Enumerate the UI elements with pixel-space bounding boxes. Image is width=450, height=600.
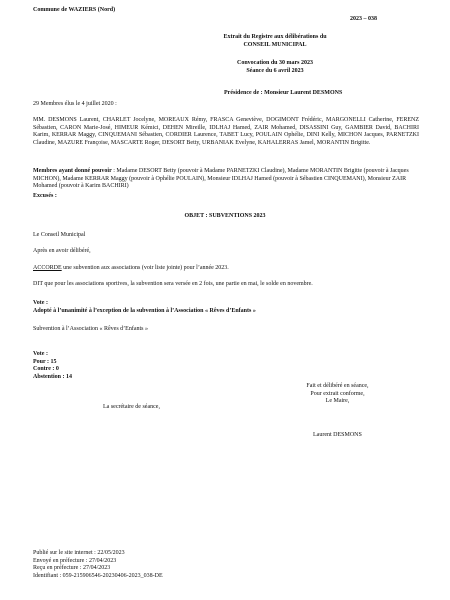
vote-contre: Contre : 0	[33, 366, 59, 372]
dit-line: DIT que pour les associations sportives, la subvention sera versée en 2 fois, une partie en mai, le solde en novembre.	[33, 281, 313, 287]
footer-recu: Reçu en préfecture : 27/04/2023	[33, 565, 111, 571]
footer-identifiant: Identifiant : 059-215906546-20230406-2023_038-DE	[33, 572, 163, 579]
vote-pour: Pour : 15	[33, 358, 57, 365]
vote-abstention: Abstention : 14	[33, 373, 73, 380]
mayor-name: Laurent DESMONS	[313, 432, 362, 438]
present-members: MM. DESMONS Laurent, CHARLET Jocelyne, MOREAUX Rémy, FRASCA Geneviève, DOGIMONT Frédéric, MARGONELLI Catherine, FERENZ Sébastien, CARON Marie-José, HIMEUR Kémici, DEHEN Mireille, IDLHAJ Hamed, ZAIR Mohamed, DISASSINI Guy, GAMBIER David, BACHIRI Karim, KERRAR Maggy, CINQUEMANI Sébastien, CORDIER Laurence, TABET Lucy, POULAIN Ophélie, DINI Kelly, MICHON Jacques, PARNETZKI Claudine, MAZURE Françoise, MASCARTE Roger, DESORT Betty, URBANIAK Evelyne, KAHALERRAS Jamel, MORANTIN Brigitte.	[33, 117, 419, 146]
vote-results	[33, 351, 72, 381]
footer-transmission	[33, 550, 163, 580]
pour-extrait: Pour extrait conforme,	[310, 390, 365, 397]
conseil-municipal: Le Conseil Municipal	[33, 232, 86, 238]
footer-envoye: Envoyé en préfecture : 27/04/2023	[33, 557, 117, 564]
fait-delibere: Fait et délibéré en séance,	[306, 383, 369, 389]
proxy-label: Membres ayant donné pouvoir	[33, 168, 112, 174]
commune-name: Commune de WAZIERS (Nord)	[33, 7, 116, 13]
objet-title: OBJET : SUBVENTIONS 2023	[184, 213, 266, 219]
apres-delibere: Après en avoir délibéré,	[33, 248, 91, 254]
accorde-line	[33, 265, 229, 273]
accorde-keyword: ACCORDE	[33, 265, 62, 271]
vote-label-top: Vote :	[33, 300, 48, 306]
presidence: Présidence de : Monsieur Laurent DESMONS	[224, 90, 343, 96]
elected-members-count: 29 Membres élus le 4 juillet 2020 :	[33, 101, 117, 107]
secretaire-seance: La secrétaire de séance,	[103, 404, 160, 410]
extract-line-1: Extrait du Registre aux délibérations du	[223, 34, 327, 40]
vote-label: Vote :	[33, 351, 48, 357]
deliberation-reference: 2023 – 038	[350, 16, 377, 22]
footer-publie: Publié sur le site internet : 22/05/2023	[33, 550, 125, 556]
signature-block-mayor	[295, 383, 380, 406]
seance-date: Séance du 6 avril 2023	[246, 67, 304, 74]
accorde-text: une subvention aux associations (voir liste jointe) pour l’année 2023.	[61, 265, 229, 271]
excuses: Excusés :	[33, 193, 57, 199]
convocation-date: Convocation du 30 mars 2023	[236, 60, 313, 66]
adopte-line: Adopté à l’unanimité à l’exception de la subvention à l’Association « Rêves d’Enfants »	[33, 308, 256, 314]
convocation-block	[200, 60, 350, 75]
proxy-members	[33, 168, 419, 191]
le-maire: Le Maire,	[325, 398, 350, 404]
proxy-text: : Madame DESORT Betty (pouvoir à Madame PARNETZKI Claudine), Madame MORANTIN Brigitte (pouvoir à Jacques MICHON), Madame KERRAR Maggy (pouvoir à Ophélie POULAIN), Monsieur IDLHAJ Hamed (pouvoir à Sébastien CINQUEMANI), Monsieur ZAIR Mohamed (pouvoir à Karim BACHIRI)	[33, 168, 409, 189]
subvention-association: Subvention à l’Association « Rêves d’Enfants »	[33, 326, 148, 332]
extract-title	[180, 34, 370, 49]
extract-line-2: CONSEIL MUNICIPAL	[243, 41, 307, 48]
